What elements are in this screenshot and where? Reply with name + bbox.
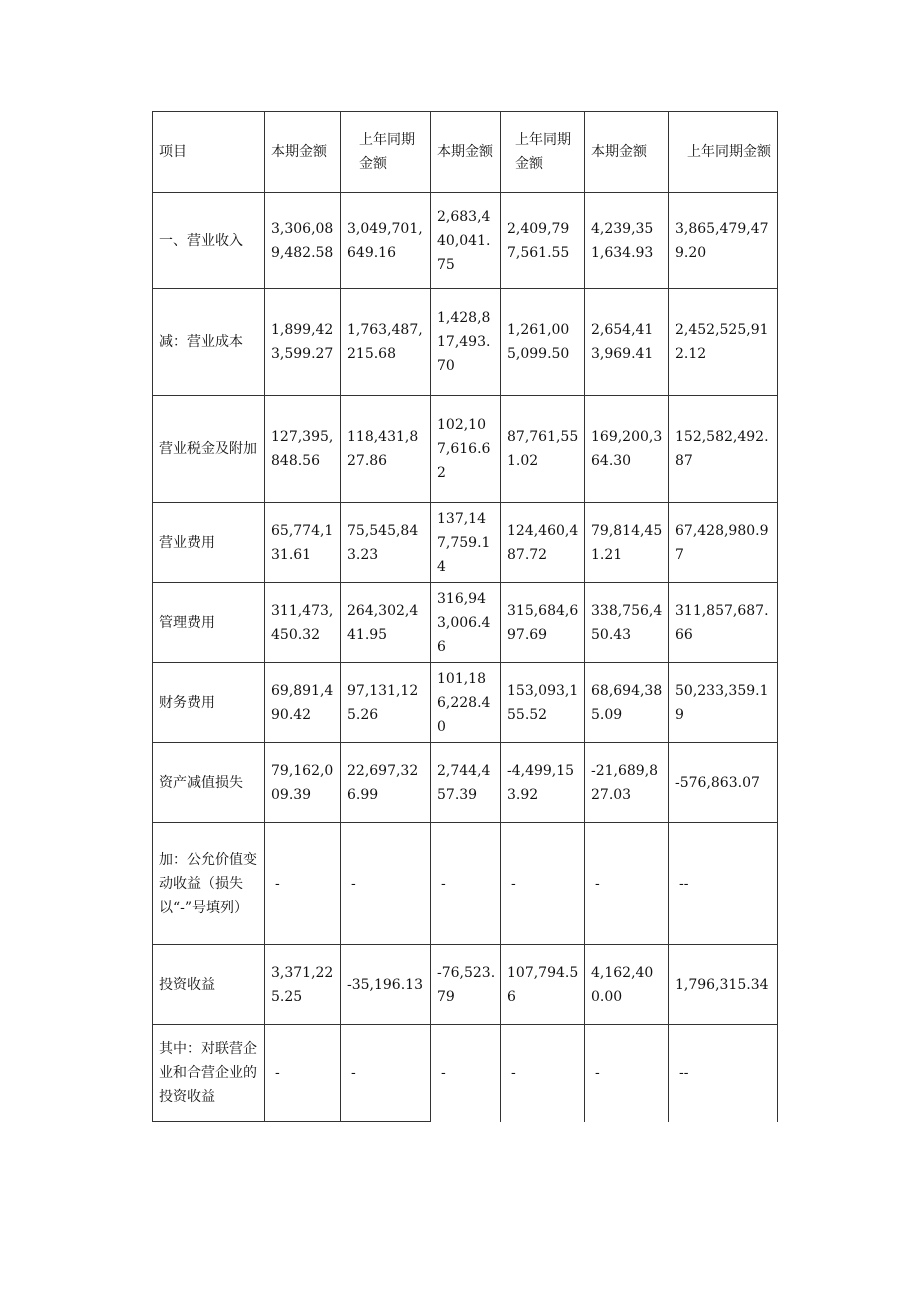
header-cell-prior-3: 上年同期金额	[669, 112, 778, 193]
row-label: 加：公允价值变动收益（损失以“-”号填列）	[153, 823, 265, 945]
value-cell: -	[431, 823, 501, 945]
table-row	[153, 663, 778, 743]
value-cell: -	[341, 823, 431, 945]
value-cell: -4,499,153.92	[501, 743, 585, 823]
value-cell: 1,763,487,215.68	[341, 289, 431, 396]
header-cell-current-1: 本期金额	[265, 112, 341, 193]
value-cell: 137,147,759.14	[431, 503, 501, 583]
value-cell: 1,261,005,099.50	[501, 289, 585, 396]
header-cell-prior-1: 上年同期金额	[341, 112, 431, 193]
value-cell: -	[431, 1025, 501, 1122]
value-cell: 102,107,616.62	[431, 396, 501, 503]
value-cell: 2,683,440,041.75	[431, 193, 501, 289]
value-cell: 3,306,089,482.58	[265, 193, 341, 289]
row-label: 一、营业收入	[153, 193, 265, 289]
value-cell: 124,460,487.72	[501, 503, 585, 583]
row-label: 其中：对联营企业和合营企业的投资收益	[153, 1025, 265, 1122]
row-label: 减：营业成本	[153, 289, 265, 396]
value-cell: 315,684,697.69	[501, 583, 585, 663]
value-cell: -76,523.79	[431, 945, 501, 1025]
value-cell: -	[341, 1025, 431, 1122]
value-cell: 65,774,131.61	[265, 503, 341, 583]
value-cell: 4,162,400.00	[585, 945, 669, 1025]
value-cell: 2,654,413,969.41	[585, 289, 669, 396]
value-cell: 87,761,551.02	[501, 396, 585, 503]
value-cell: 67,428,980.97	[669, 503, 778, 583]
value-cell: -21,689,827.03	[585, 743, 669, 823]
table-row	[153, 823, 778, 945]
income-statement-table	[152, 111, 778, 1122]
row-label: 投资收益	[153, 945, 265, 1025]
header-row	[153, 112, 778, 193]
value-cell: 311,857,687.66	[669, 583, 778, 663]
value-cell: --	[669, 823, 778, 945]
value-cell: 311,473,450.32	[265, 583, 341, 663]
row-label: 管理费用	[153, 583, 265, 663]
value-cell: 107,794.56	[501, 945, 585, 1025]
header-cell-current-3: 本期金额	[585, 112, 669, 193]
table-row	[153, 743, 778, 823]
header-cell-item: 项目	[153, 112, 265, 193]
value-cell: -	[501, 823, 585, 945]
value-cell: 22,697,326.99	[341, 743, 431, 823]
value-cell: 338,756,450.43	[585, 583, 669, 663]
value-cell: 2,744,457.39	[431, 743, 501, 823]
table-row	[153, 503, 778, 583]
value-cell: 127,395,848.56	[265, 396, 341, 503]
value-cell: 3,371,225.25	[265, 945, 341, 1025]
value-cell: 68,694,385.09	[585, 663, 669, 743]
row-label: 资产减值损失	[153, 743, 265, 823]
value-cell: 3,865,479,479.20	[669, 193, 778, 289]
table-row	[153, 193, 778, 289]
value-cell: -	[585, 823, 669, 945]
value-cell: -	[501, 1025, 585, 1122]
value-cell: 118,431,827.86	[341, 396, 431, 503]
value-cell: -	[265, 823, 341, 945]
header-cell-current-2: 本期金额	[431, 112, 501, 193]
value-cell: -35,196.13	[341, 945, 431, 1025]
value-cell: 69,891,490.42	[265, 663, 341, 743]
value-cell: 153,093,155.52	[501, 663, 585, 743]
value-cell: 1,796,315.34	[669, 945, 778, 1025]
value-cell: -	[265, 1025, 341, 1122]
value-cell: 152,582,492.87	[669, 396, 778, 503]
value-cell: 79,162,009.39	[265, 743, 341, 823]
table-row	[153, 1025, 778, 1122]
value-cell: -	[585, 1025, 669, 1122]
value-cell: 316,943,006.46	[431, 583, 501, 663]
value-cell: 97,131,125.26	[341, 663, 431, 743]
header-cell-prior-2: 上年同期金额	[501, 112, 585, 193]
value-cell: -576,863.07	[669, 743, 778, 823]
value-cell: 264,302,441.95	[341, 583, 431, 663]
value-cell: 50,233,359.19	[669, 663, 778, 743]
value-cell: 79,814,451.21	[585, 503, 669, 583]
row-label: 营业税金及附加	[153, 396, 265, 503]
table-row	[153, 396, 778, 503]
row-label: 财务费用	[153, 663, 265, 743]
value-cell: 2,409,797,561.55	[501, 193, 585, 289]
table-row	[153, 289, 778, 396]
value-cell: 1,899,423,599.27	[265, 289, 341, 396]
value-cell: 75,545,843.23	[341, 503, 431, 583]
value-cell: --	[669, 1025, 778, 1122]
table-row	[153, 945, 778, 1025]
table-row	[153, 583, 778, 663]
value-cell: 4,239,351,634.93	[585, 193, 669, 289]
value-cell: 169,200,364.30	[585, 396, 669, 503]
value-cell: 3,049,701,649.16	[341, 193, 431, 289]
value-cell: 101,186,228.40	[431, 663, 501, 743]
value-cell: 1,428,817,493.70	[431, 289, 501, 396]
value-cell: 2,452,525,912.12	[669, 289, 778, 396]
row-label: 营业费用	[153, 503, 265, 583]
